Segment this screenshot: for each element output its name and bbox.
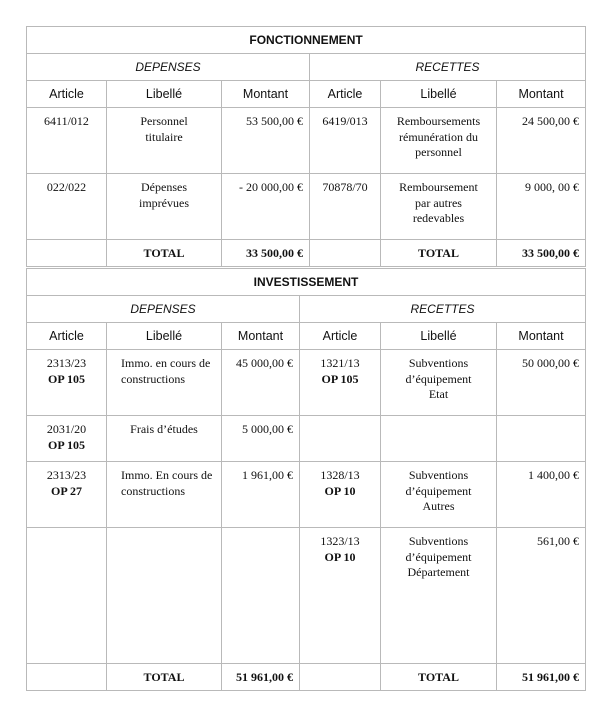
header-article: Article: [27, 81, 107, 108]
investissement-table: [26, 268, 586, 691]
header-montant: Montant: [222, 323, 300, 350]
total-label: TOTAL: [107, 240, 222, 267]
fonctionnement-title: FONCTIONNEMENT: [27, 27, 586, 54]
rec-libelle: [381, 416, 497, 462]
header-libelle: Libellé: [381, 323, 497, 350]
rec-libelle: Subventions d’équipement Autres: [381, 462, 497, 528]
total-row: [27, 240, 586, 267]
dep-libelle: Personnel titulaire: [107, 108, 222, 174]
header-article: Article: [310, 81, 381, 108]
rec-article: 6419/013: [310, 108, 381, 174]
total-label: TOTAL: [107, 664, 222, 691]
dep-libelle: [107, 528, 222, 664]
dep-libelle: Immo. En cours de constructions: [107, 462, 222, 528]
rec-montant: 24 500,00 €: [497, 108, 586, 174]
rec-article: 1321/13 OP 105: [300, 350, 381, 416]
dep-montant: 1 961,00 €: [222, 462, 300, 528]
rec-libelle: Subventions d’équipement Département: [381, 528, 497, 664]
rec-libelle: Remboursements rémunération du personnel: [381, 108, 497, 174]
dep-montant: - 20 000,00 €: [222, 174, 310, 240]
total-label: TOTAL: [381, 664, 497, 691]
rec-montant: 561,00 €: [497, 528, 586, 664]
dep-article: [27, 528, 107, 664]
table-row: [27, 416, 586, 462]
fonctionnement-table: [26, 26, 586, 267]
header-libelle: Libellé: [107, 323, 222, 350]
header-libelle: Libellé: [107, 81, 222, 108]
total-depenses-value: 51 961,00 €: [222, 664, 300, 691]
total-recettes-value: 33 500,00 €: [497, 240, 586, 267]
dep-article: 2313/23 OP 105: [27, 350, 107, 416]
investissement-recettes-label: RECETTES: [300, 296, 586, 323]
rec-montant: 9 000, 00 €: [497, 174, 586, 240]
table-row: [27, 350, 586, 416]
header-montant: Montant: [497, 323, 586, 350]
rec-libelle: Subventions d’équipement Etat: [381, 350, 497, 416]
investissement-depenses-label: DEPENSES: [27, 296, 300, 323]
dep-montant: 53 500,00 €: [222, 108, 310, 174]
dep-libelle: Dépenses imprévues: [107, 174, 222, 240]
total-recettes-value: 51 961,00 €: [497, 664, 586, 691]
rec-montant: 1 400,00 €: [497, 462, 586, 528]
dep-libelle: Immo. en cours de constructions: [107, 350, 222, 416]
dep-article: 2313/23 OP 27: [27, 462, 107, 528]
rec-montant: 50 000,00 €: [497, 350, 586, 416]
dep-article: 6411/012: [27, 108, 107, 174]
table-row: [27, 108, 586, 174]
rec-libelle: Remboursement par autres redevables: [381, 174, 497, 240]
header-article: Article: [300, 323, 381, 350]
total-depenses-value: 33 500,00 €: [222, 240, 310, 267]
rec-article: 70878/70: [310, 174, 381, 240]
dep-montant: 5 000,00 €: [222, 416, 300, 462]
rec-article: 1328/13 OP 10: [300, 462, 381, 528]
dep-montant: [222, 528, 300, 664]
header-montant: Montant: [497, 81, 586, 108]
dep-libelle: Frais d’études: [107, 416, 222, 462]
dep-article: 022/022: [27, 174, 107, 240]
dep-article: 2031/20 OP 105: [27, 416, 107, 462]
header-article: Article: [27, 323, 107, 350]
table-row: [27, 174, 586, 240]
header-montant: Montant: [222, 81, 310, 108]
total-row: [27, 664, 586, 691]
table-row: [27, 528, 586, 664]
total-label: TOTAL: [381, 240, 497, 267]
rec-article: [300, 416, 381, 462]
table-row: [27, 462, 586, 528]
fonctionnement-depenses-label: DEPENSES: [27, 54, 310, 81]
dep-montant: 45 000,00 €: [222, 350, 300, 416]
investissement-title: INVESTISSEMENT: [27, 269, 586, 296]
header-libelle: Libellé: [381, 81, 497, 108]
rec-montant: [497, 416, 586, 462]
fonctionnement-recettes-label: RECETTES: [310, 54, 586, 81]
rec-article: 1323/13 OP 10: [300, 528, 381, 664]
